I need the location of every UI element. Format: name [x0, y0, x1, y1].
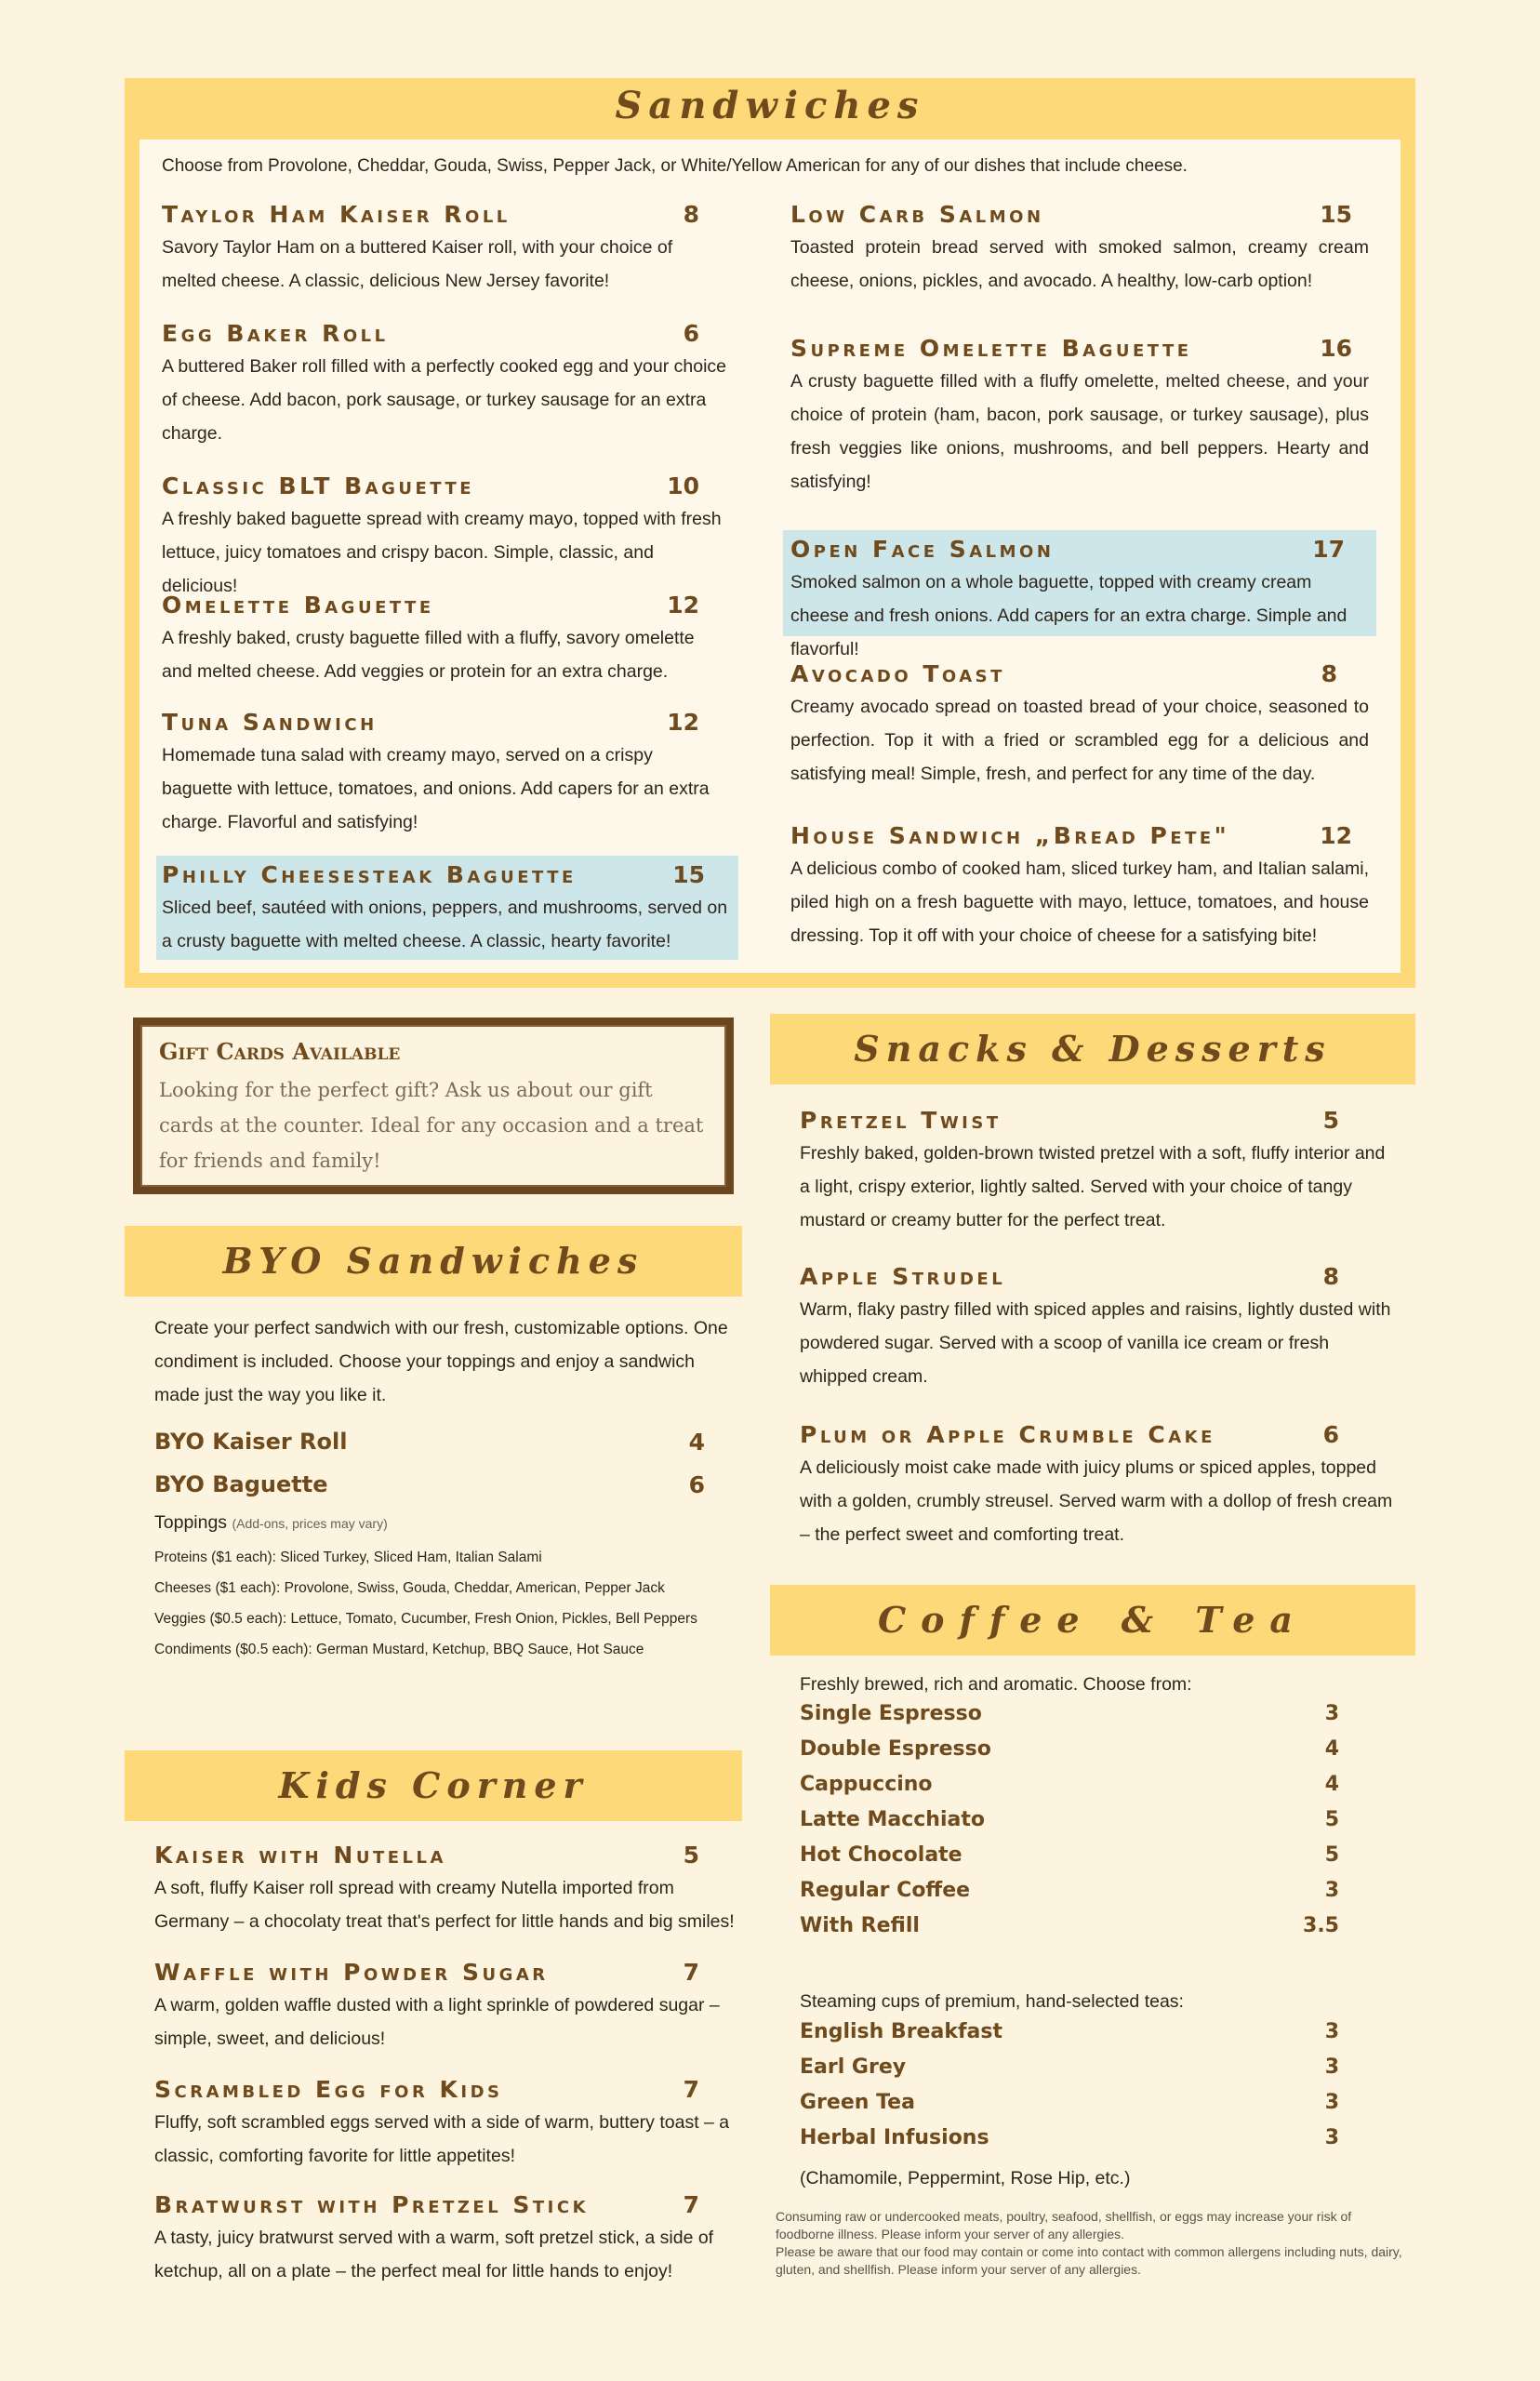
menu-item [800, 1421, 1395, 1551]
item-name: Avocado Toast [790, 660, 1005, 687]
byo-title: BYO Sandwiches [222, 1240, 644, 1282]
item-price: 5 [683, 1842, 699, 1869]
item-description: A freshly baked, crusty baguette filled with a fluffy, savory omelette and melted cheese. Add veggies or protein for an extra charge. [162, 628, 695, 682]
item-name: Bratwurst with Pretzel Stick [154, 2191, 590, 2218]
item-name: Pretzel Twist [800, 1107, 1002, 1134]
menu-item [162, 709, 727, 839]
item-price: 12 [1320, 822, 1352, 849]
gift-card-box [133, 1018, 734, 1194]
coffee-intro: Freshly brewed, rich and aromatic. Choose from: [800, 1674, 1192, 1695]
item-price: 6 [683, 320, 699, 347]
item-price: 7 [683, 1959, 699, 1986]
menu-item [154, 1959, 737, 2055]
item-name: Omelette Baguette [162, 592, 434, 619]
item-price: 8 [1322, 1263, 1339, 1290]
toppings-note: (Add-ons, prices may vary) [232, 1516, 388, 1531]
item-name: Classic BLT Baguette [162, 472, 475, 499]
menu-item [790, 822, 1369, 952]
item-price: 8 [683, 201, 699, 228]
drink-row [800, 1843, 1339, 1879]
item-price: 7 [683, 2076, 699, 2103]
menu-item [154, 1842, 737, 1938]
item-description: Smoked salmon on a whole baguette, topped with creamy cream cheese and fresh onions. Add capers for an extra charge. Simple and flavorful! [790, 572, 1348, 659]
menu-item [162, 592, 727, 688]
item-price: 17 [1312, 536, 1345, 563]
drink-row [800, 1702, 1339, 1737]
drink-row [800, 1914, 1339, 1949]
tea-intro: Steaming cups of premium, hand-selected teas: [800, 1991, 1184, 2012]
drink-name: Herbal Infusions [800, 2126, 989, 2149]
item-description: A buttered Baker roll filled with a perfectly cooked egg and your choice of cheese. Add bacon, pork sausage, or turkey sausage for an extra charge. [162, 356, 727, 444]
item-description: A tasty, juicy bratwurst served with a warm, soft pretzel stick, a side of ketchup, all on a plate – the perfect meal for little hands to enjoy! [154, 2228, 714, 2281]
byo-item [154, 1471, 705, 1501]
toppings-line: Condiments ($0.5 each): German Mustard, Ketchup, BBQ Sauce, Hot Sauce [154, 1642, 644, 1657]
item-description: A delicious combo of cooked ham, sliced turkey ham, and Italian salami, piled high on a fresh baguette with mayo, lettuce, tomatoes, and house dressing. Top it off with your choice of cheese for a satisfying bite! [790, 858, 1369, 946]
drink-row [800, 1879, 1339, 1914]
drink-price: 5 [1324, 1808, 1339, 1831]
coffee-list [800, 1702, 1339, 1949]
drink-row [800, 1808, 1339, 1843]
item-price: 12 [667, 709, 699, 736]
drink-row [800, 2020, 1339, 2055]
item-name: Waffle with Powder Sugar [154, 1959, 549, 1986]
menu-item [154, 2076, 737, 2173]
item-name: House Sandwich „Bread Pete" [790, 822, 1230, 849]
menu-item [162, 472, 727, 603]
item-description: A freshly baked baguette spread with creamy mayo, topped with fresh lettuce, juicy tomatoes and crispy bacon. Simple, classic, and delicious! [162, 509, 722, 596]
menu-item [162, 320, 727, 450]
byo-intro: Create your perfect sandwich with our fresh, customizable options. One condiment is included. Choose your toppings and enjoy a sandwich made just the way you like it. [154, 1318, 728, 1405]
item-description: A crusty baguette filled with a fluffy omelette, melted cheese, and your choice of protein (ham, bacon, pork sausage, or turkey sausage), plus fresh veggies like onions, mushrooms, and bell peppers. Hearty and satisfying! [790, 371, 1369, 492]
drink-price: 3 [1324, 2055, 1339, 2079]
gift-card-title: Gift Cards Available [159, 1038, 401, 1065]
item-name: Low Carb Salmon [790, 201, 1044, 228]
item-description: Fluffy, soft scrambled eggs served with a side of warm, buttery toast – a classic, comforting favorite for little appetites! [154, 2112, 730, 2166]
sandwiches-title: Sandwiches [615, 84, 925, 127]
item-name: Supreme Omelette Baguette [790, 335, 1192, 362]
snacks-title: Snacks & Desserts [854, 1028, 1332, 1070]
item-description: A deliciously moist cake made with juicy plums or spiced apples, topped with a golden, crumbly streusel. Served warm with a dollop of fresh cream – the perfect sweet and comforting treat. [800, 1457, 1393, 1545]
menu-item-featured [783, 530, 1376, 659]
item-price: 10 [667, 472, 699, 499]
tea-list [800, 2020, 1339, 2162]
item-name: Egg Baker Roll [162, 320, 389, 347]
item-price: 15 [672, 861, 705, 888]
snacks-title-band [770, 1014, 1415, 1084]
toppings-list [154, 1542, 750, 1665]
toppings-heading [154, 1512, 388, 1534]
toppings-line: Cheeses ($1 each): Provolone, Swiss, Gouda, Cheddar, American, Pepper Jack [154, 1580, 665, 1596]
menu-item [800, 1107, 1395, 1237]
allergy-line: Please be aware that our food may contain or come into contact with common allergens including nuts, dairy, gluten, and shellfish. Please inform your server of any allergies. [776, 2244, 1402, 2277]
kids-title: Kids Corner [278, 1764, 589, 1806]
item-price: 7 [683, 2191, 699, 2218]
item-description: A soft, fluffy Kaiser roll spread with creamy Nutella imported from Germany – a chocolaty treat that's perfect for little hands and big smiles! [154, 1878, 735, 1932]
item-name: Apple Strudel [800, 1263, 1006, 1290]
drink-row [800, 1737, 1339, 1773]
item-description: Warm, flaky pastry filled with spiced apples and raisins, lightly dusted with powdered sugar. Served with a scoop of vanilla ice cream or fresh whipped cream. [800, 1299, 1391, 1387]
item-price: 15 [1320, 201, 1352, 228]
menu-item [790, 660, 1369, 791]
item-price: 6 [688, 1471, 705, 1498]
item-name: Philly Cheesesteak Baguette [162, 861, 577, 888]
item-price: 16 [1320, 335, 1352, 362]
drink-name: Double Espresso [800, 1737, 991, 1761]
drink-name: Earl Grey [800, 2055, 907, 2079]
item-description: Creamy avocado spread on toasted bread of your choice, seasoned to perfection. Top it with a fried or scrambled egg for a delicious and satisfying meal! Simple, fresh, and perfect for any time of the day. [790, 697, 1369, 784]
allergy-notice [776, 2208, 1408, 2279]
item-price: 5 [1322, 1107, 1339, 1134]
drink-name: Regular Coffee [800, 1879, 971, 1902]
drink-row [800, 2126, 1339, 2162]
item-description: Sliced beef, sautéed with onions, peppers, and mushrooms, served on a crusty baguette with melted cheese. A classic, hearty favorite! [162, 898, 728, 951]
item-price: 8 [1321, 660, 1337, 687]
item-name: Open Face Salmon [790, 536, 1055, 563]
tea-note: (Chamomile, Peppermint, Rose Hip, etc.) [800, 2168, 1131, 2188]
drink-name: Single Espresso [800, 1702, 982, 1725]
item-description: Freshly baked, golden-brown twisted pretzel with a soft, fluffy interior and a light, crispy exterior, lightly salted. Served with your choice of tangy mustard or creamy butter for the perfect treat. [800, 1143, 1386, 1230]
item-name: Taylor Ham Kaiser Roll [162, 201, 511, 228]
drink-price: 3.5 [1303, 1914, 1339, 1937]
item-name: Tuna Sandwich [162, 709, 378, 736]
drink-price: 4 [1324, 1773, 1339, 1796]
item-name: Scrambled Egg for Kids [154, 2076, 503, 2103]
item-name: Plum or Apple Crumble Cake [800, 1421, 1215, 1448]
item-name: BYO Kaiser Roll [154, 1429, 348, 1455]
toppings-line: Proteins ($1 each): Sliced Turkey, Sliced Ham, Italian Salami [154, 1550, 542, 1565]
gift-card-text: Looking for the perfect gift? Ask us about our gift cards at the counter. Ideal for any occasion and a treat for friends and family! [159, 1079, 704, 1172]
menu-item [154, 2191, 737, 2288]
drink-name: With Refill [800, 1914, 920, 1937]
drink-price: 5 [1324, 1843, 1339, 1867]
item-price: 12 [667, 592, 699, 619]
toppings-line: Veggies ($0.5 each): Lettuce, Tomato, Cucumber, Fresh Onion, Pickles, Bell Peppers [154, 1611, 697, 1627]
drink-price: 4 [1324, 1737, 1339, 1761]
item-name: Kaiser with Nutella [154, 1842, 446, 1869]
drink-name: Hot Chocolate [800, 1843, 962, 1867]
drink-row [800, 2055, 1339, 2091]
menu-item [162, 201, 727, 298]
drink-name: Cappuccino [800, 1773, 933, 1796]
drink-price: 3 [1324, 2126, 1339, 2149]
menu-item [790, 335, 1369, 499]
drink-name: Green Tea [800, 2091, 915, 2114]
item-description: A warm, golden waffle dusted with a light sprinkle of powdered sugar – simple, sweet, and delicious! [154, 1995, 720, 2049]
coffee-title: Coffee & Tea [877, 1599, 1308, 1641]
drink-price: 3 [1324, 2091, 1339, 2114]
item-price: 6 [1322, 1421, 1339, 1448]
sandwiches-intro: Choose from Provolone, Cheddar, Gouda, Swiss, Pepper Jack, or White/Yellow American for any of our dishes that include cheese. [162, 156, 1188, 176]
drink-name: English Breakfast [800, 2020, 1002, 2043]
item-description: Toasted protein bread served with smoked salmon, creamy cream cheese, onions, pickles, and avocado. A healthy, low-carb option! [790, 237, 1369, 291]
menu-item-featured [156, 856, 738, 960]
drink-row [800, 2091, 1339, 2126]
item-description: Savory Taylor Ham on a buttered Kaiser roll, with your choice of melted cheese. A classic, delicious New Jersey favorite! [162, 237, 673, 291]
menu-item [800, 1263, 1395, 1393]
item-description: Homemade tuna salad with creamy mayo, served on a crispy baguette with lettuce, tomatoes, and onions. Add capers for an extra charge. Flavorful and satisfying! [162, 745, 710, 832]
drink-price: 3 [1324, 1879, 1339, 1902]
byo-title-band [125, 1226, 742, 1297]
coffee-title-band [770, 1585, 1415, 1656]
allergy-line: Consuming raw or undercooked meats, poultry, seafood, shellfish, or eggs may increase your risk of foodborne illness. Please inform your server of any allergies. [776, 2209, 1352, 2241]
byo-item [154, 1429, 705, 1458]
drink-price: 3 [1324, 2020, 1339, 2043]
kids-title-band [125, 1750, 742, 1821]
item-name: BYO Baguette [154, 1471, 328, 1497]
drink-name: Latte Macchiato [800, 1808, 985, 1831]
drink-price: 3 [1324, 1702, 1339, 1725]
menu-item [790, 201, 1369, 298]
item-price: 4 [688, 1429, 705, 1456]
drink-row [800, 1773, 1339, 1808]
toppings-label: Toppings [154, 1512, 228, 1533]
